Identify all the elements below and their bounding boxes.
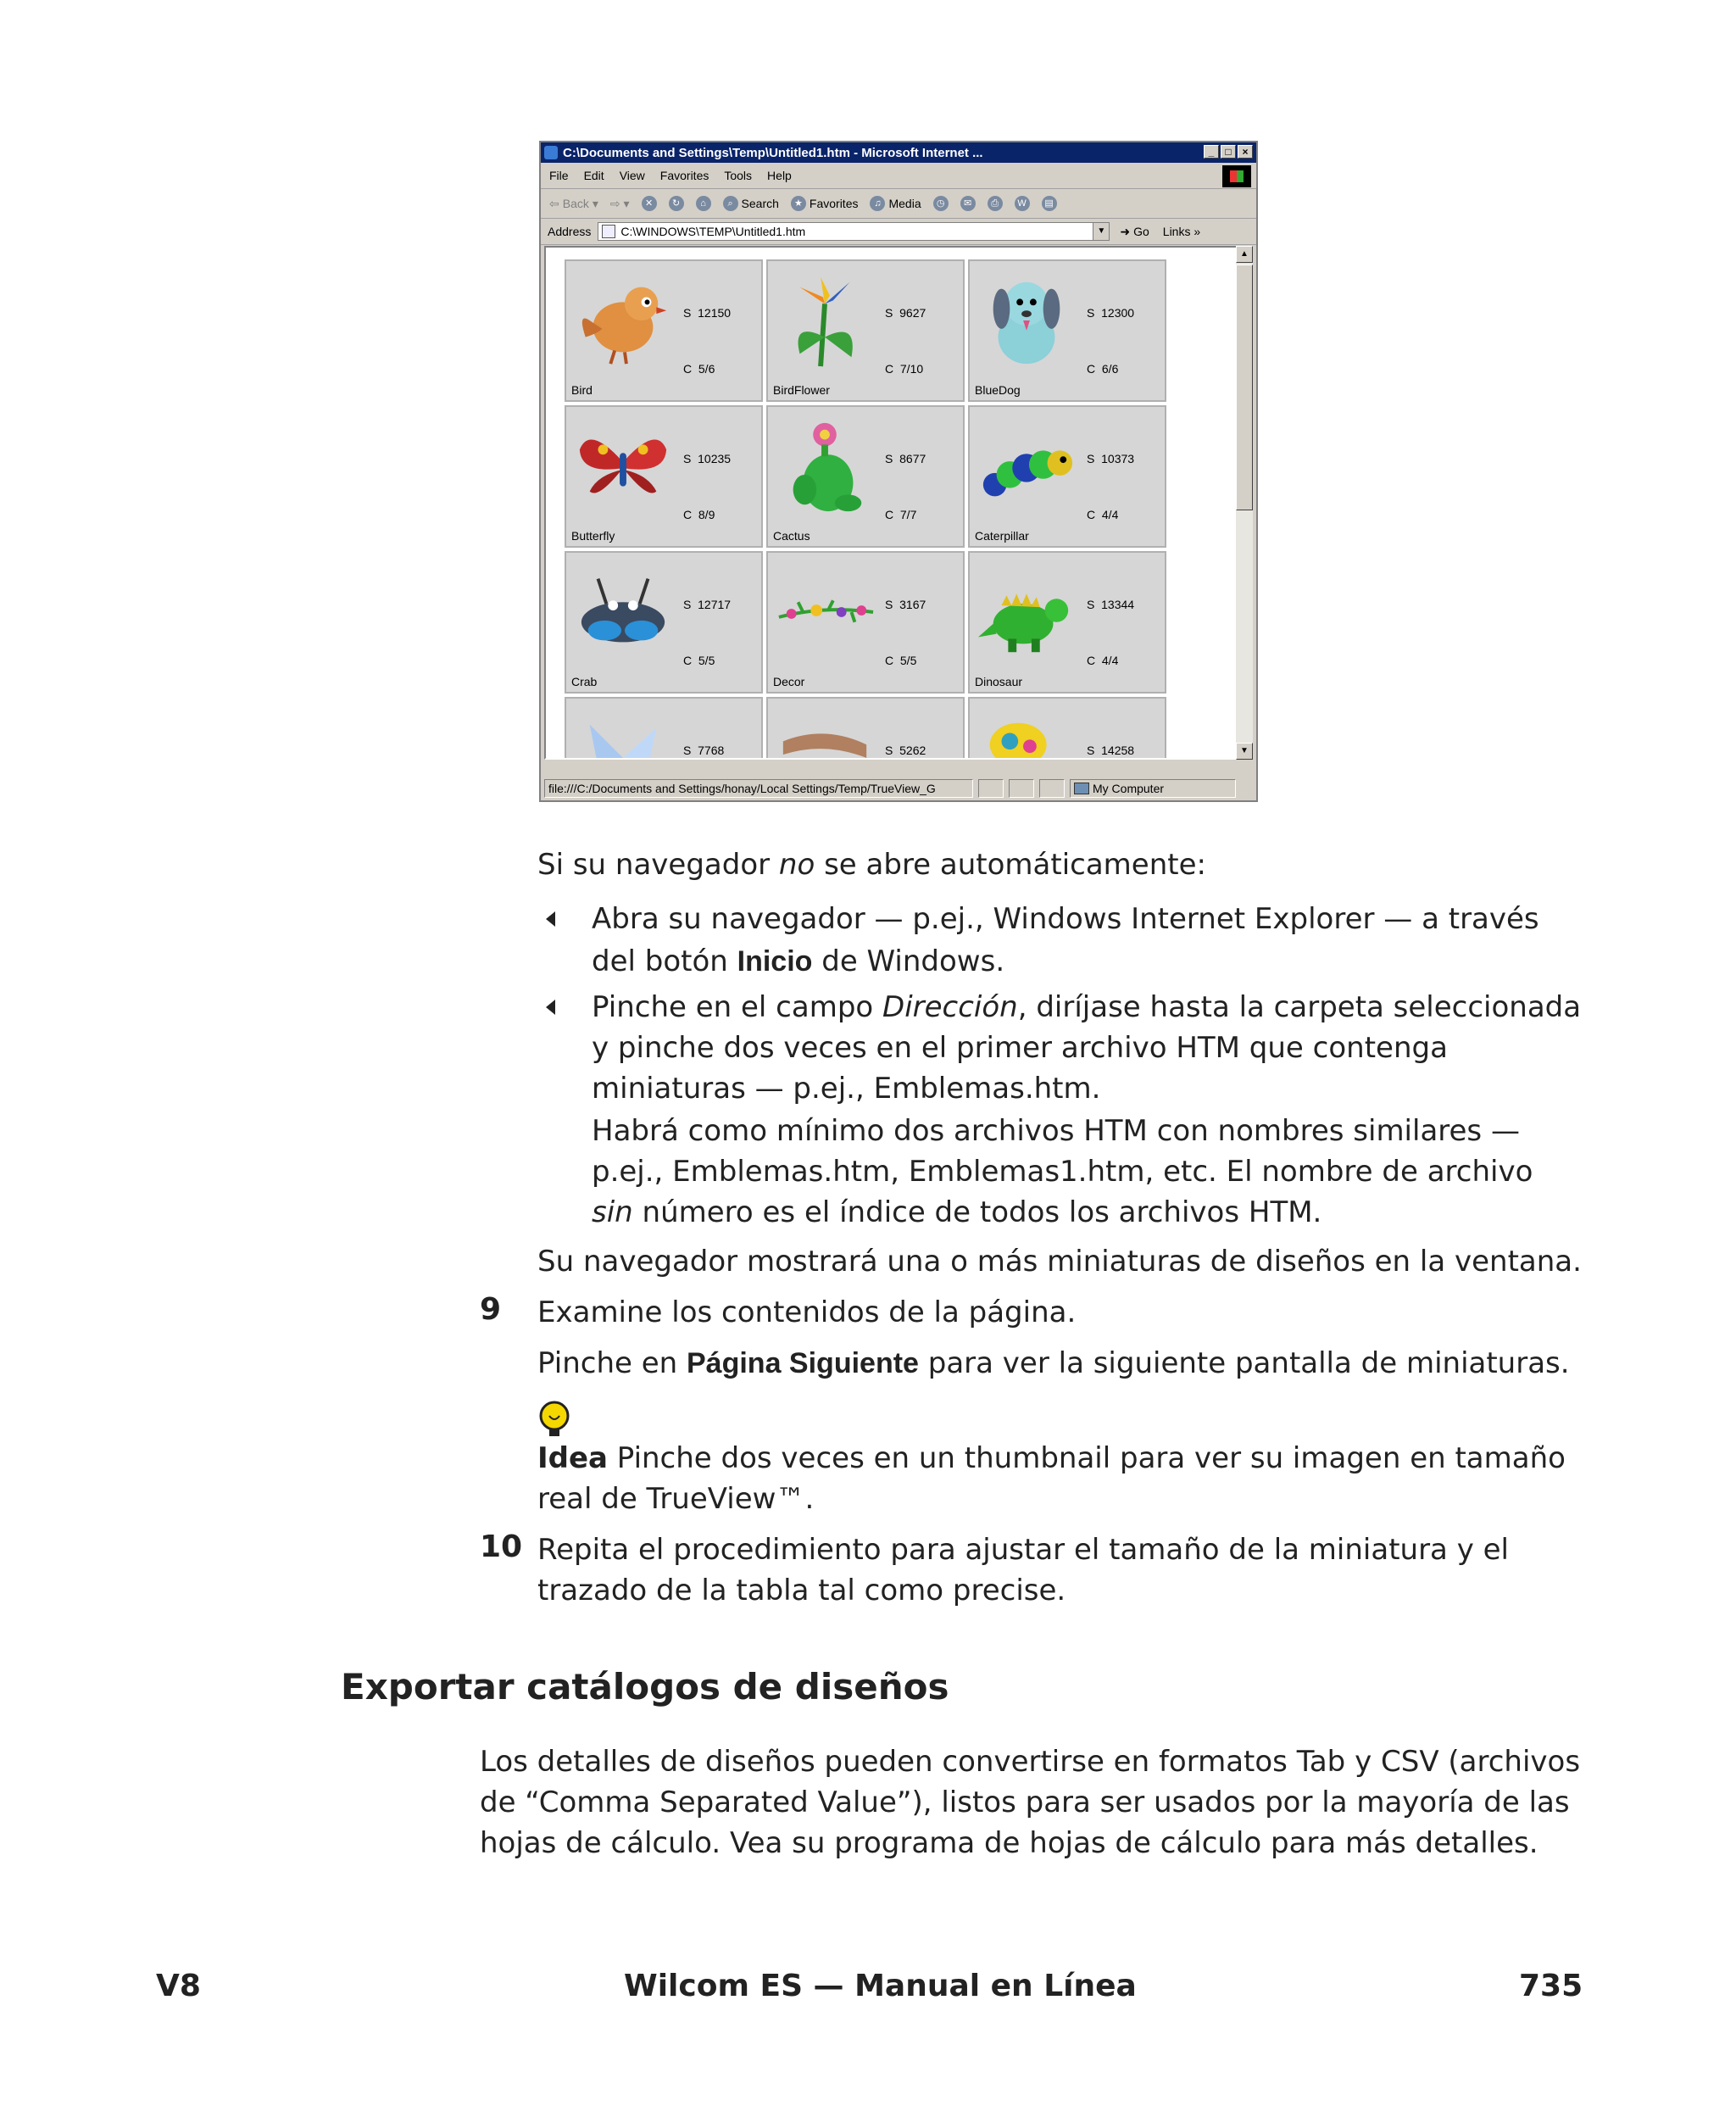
dinosaur-thumbnail: [976, 561, 1077, 663]
thumbnail-name: Bird: [571, 383, 593, 397]
thumbnail-name: Caterpillar: [975, 529, 1029, 543]
history-icon[interactable]: ◷: [933, 196, 949, 211]
thumbnail-name: BirdFlower: [773, 383, 830, 397]
title-bar: [541, 142, 1256, 163]
thumbnail-cell[interactable]: [565, 405, 763, 548]
media-button[interactable]: ♫ Media: [870, 196, 921, 211]
address-input[interactable]: [598, 222, 1110, 241]
favorites-button[interactable]: ★ Favorites: [791, 196, 859, 211]
step-9-detail: Pinche en Página Siguiente para ver la siguiente pantalla de miniaturas.: [537, 1346, 1570, 1380]
cactus-thumbnail: [775, 415, 875, 517]
paragraph-line-1: Los detalles de diseños pueden convertirse en formatos Tab y CSV (archivos: [480, 1745, 1581, 1779]
thumbnail-cell[interactable]: [968, 697, 1166, 760]
footer-version: V8: [156, 1969, 201, 2003]
go-button[interactable]: ➜ Go: [1120, 224, 1149, 238]
paragraph-line-3: hojas de cálculo. Vea su programa de hojas de cálculo para más detalles.: [480, 1826, 1538, 1860]
close-icon[interactable]: ×: [1238, 145, 1253, 159]
bullet-2-line-1: Pinche en el campo Dirección, diríjase hasta la carpeta seleccionada: [592, 990, 1582, 1024]
scroll-thumb[interactable]: [1236, 265, 1253, 510]
address-label: Address: [548, 225, 592, 238]
thumbnail-name: Butterfly: [571, 529, 615, 543]
thumbnail-cell[interactable]: [968, 405, 1166, 548]
thumbnail-name: Cactus: [773, 529, 810, 543]
menu-help[interactable]: Help: [767, 169, 792, 182]
back-arrow-icon: ⇦: [549, 196, 559, 210]
thumbnail-meta: S 12717 C 5/5: [683, 598, 732, 667]
chevron-down-icon[interactable]: ▼: [1093, 223, 1109, 240]
partial-thumbnail: [573, 707, 673, 760]
thumbnail-cell[interactable]: [968, 259, 1166, 402]
page-icon: [602, 225, 615, 238]
minimize-icon[interactable]: _: [1204, 145, 1219, 159]
crab-thumbnail: [573, 561, 673, 663]
links-button[interactable]: Links »: [1162, 225, 1201, 238]
page-content: [544, 246, 1238, 760]
status-panel: [1009, 779, 1034, 798]
discuss-icon[interactable]: ▤: [1042, 196, 1057, 211]
ie-icon: [544, 146, 558, 159]
bullet-arrow-icon: [546, 911, 555, 927]
bullet-arrow-icon: [546, 1000, 555, 1015]
print-icon[interactable]: ⎙: [988, 196, 1003, 211]
footer-page-number: 735: [1519, 1969, 1583, 2003]
thumbnail-meta: S 12150 C 5/6: [683, 306, 732, 376]
thumbnail-meta: S 3167 C 5/5: [885, 598, 926, 667]
thumbnail-meta: S 9627 C 7/10: [885, 306, 926, 376]
menu-bar: [541, 163, 1256, 189]
bullet-2-line-2: y pinche dos veces en el primer archivo HTM que contenga: [592, 1031, 1448, 1065]
computer-icon: [1074, 783, 1089, 794]
thumbnail-meta: S 14258: [1087, 744, 1135, 757]
menu-favorites[interactable]: Favorites: [659, 169, 709, 182]
bird-thumbnail: [573, 270, 673, 371]
thumbnail-name: Crab: [571, 675, 598, 688]
step-number: 10: [480, 1529, 523, 1564]
window-title: C:\Documents and Settings\Temp\Untitled1.htm - Microsoft Internet ...: [563, 145, 983, 160]
thumbnail-name: Dinosaur: [975, 675, 1023, 688]
bullet-2-line-5: p.ej., Emblemas.htm, Emblemas1.htm, etc. El nombre de archivo: [592, 1155, 1533, 1189]
menu-file[interactable]: File: [549, 169, 569, 182]
partial-thumbnail: [775, 707, 875, 760]
thumbnail-meta: S 10373 C 4/4: [1087, 452, 1135, 521]
bullet-2-line-3: miniaturas — p.ej., Emblemas.htm.: [592, 1072, 1101, 1106]
thumbnail-cell[interactable]: [565, 551, 763, 694]
scroll-down-icon[interactable]: ▼: [1236, 743, 1253, 760]
step-10-line-1: Repita el procedimiento para ajustar el tamaño de la miniatura y el: [537, 1533, 1509, 1567]
vertical-scrollbar[interactable]: [1236, 246, 1253, 760]
stop-icon[interactable]: ✕: [642, 196, 657, 211]
birdflower-thumbnail: [775, 270, 875, 371]
thumbnail-name: BlueDog: [975, 383, 1021, 397]
search-icon: ⌕: [723, 196, 738, 211]
status-panel: [1039, 779, 1065, 798]
thumbnail-name: Decor: [773, 675, 805, 688]
decor-thumbnail: [775, 561, 875, 663]
partial-thumbnail: [976, 707, 1077, 760]
windows-logo-icon: [1222, 165, 1251, 187]
intro-line: Si su navegador no se abre automáticamente:: [537, 848, 1206, 882]
paragraph-line-2: de “Comma Separated Value”), listos para ser usados por la mayoría de las: [480, 1786, 1570, 1819]
caterpillar-thumbnail: [976, 415, 1077, 517]
search-button[interactable]: ⌕ Search: [723, 196, 779, 211]
bluedog-thumbnail: [976, 270, 1077, 371]
thumbnail-cell[interactable]: [766, 697, 965, 760]
status-zone: My Computer: [1070, 779, 1236, 798]
thumbnail-cell[interactable]: [565, 697, 763, 760]
thumbnail-meta: S 13344 C 4/4: [1087, 598, 1135, 667]
address-value: C:\WINDOWS\TEMP\Untitled1.htm: [620, 225, 806, 238]
browser-window: [539, 141, 1258, 802]
thumbnail-grid: [563, 258, 1168, 760]
step-number: 9: [480, 1292, 502, 1327]
thumbnail-cell[interactable]: [565, 259, 763, 402]
media-icon: ♫: [870, 196, 885, 211]
maximize-icon[interactable]: □: [1221, 145, 1236, 159]
scroll-up-icon[interactable]: ▲: [1236, 246, 1253, 263]
go-arrow-icon: ➜: [1120, 224, 1131, 238]
menu-tools[interactable]: Tools: [724, 169, 753, 182]
favorites-icon: ★: [791, 196, 806, 211]
bullet-1-line-2: del botón Inicio de Windows.: [592, 944, 1005, 978]
status-panel: [978, 779, 1004, 798]
back-button[interactable]: ⇦ Back ▾: [549, 196, 598, 210]
lightbulb-icon: [537, 1401, 571, 1438]
thumbnail-meta: S 7768: [683, 744, 725, 757]
address-bar: [541, 219, 1256, 245]
butterfly-thumbnail: [573, 415, 673, 517]
thumbnail-cell[interactable]: [766, 405, 965, 548]
home-icon[interactable]: ⌂: [696, 196, 711, 211]
idea-line-1: Idea Pinche dos veces en un thumbnail para ver su imagen en tamaño: [537, 1441, 1566, 1475]
thumbnail-cell[interactable]: [766, 551, 965, 694]
bullet-1-line-1: Abra su navegador — p.ej., Windows Internet Explorer — a través: [592, 902, 1539, 936]
step-9-text: Examine los contenidos de la página.: [537, 1295, 1077, 1329]
status-path: file:///C:/Documents and Settings/honay/Local Settings/Temp/TrueView_G: [544, 779, 973, 798]
bullet-2-line-6: sin número es el índice de todos los archivos HTM.: [592, 1195, 1322, 1229]
forward-button[interactable]: ⇨ ▾: [609, 196, 630, 210]
thumbnail-meta: S 8677 C 7/7: [885, 452, 926, 521]
menu-edit[interactable]: Edit: [583, 169, 604, 182]
idea-line-2: real de TrueView™.: [537, 1482, 815, 1516]
bullet-2-line-4: Habrá como mínimo dos archivos HTM con nombres similares —: [592, 1114, 1520, 1148]
section-heading: Exportar catálogos de diseños: [341, 1666, 949, 1708]
status-bar: [544, 778, 1253, 799]
thumbnail-cell[interactable]: [968, 551, 1166, 694]
thumbnail-meta: S 12300 C 6/6: [1087, 306, 1135, 376]
refresh-icon[interactable]: ↻: [669, 196, 684, 211]
thumbnail-meta: S 5262: [885, 744, 926, 757]
mail-icon[interactable]: ✉: [960, 196, 976, 211]
edit-icon[interactable]: W: [1015, 196, 1030, 211]
step-10-line-2: trazado de la tabla tal como precise.: [537, 1574, 1066, 1607]
toolbar: [541, 189, 1256, 219]
thumbnail-meta: S 10235 C 8/9: [683, 452, 732, 521]
menu-view[interactable]: View: [619, 169, 645, 182]
footer-title: Wilcom ES — Manual en Línea: [624, 1969, 1137, 2003]
thumbnail-cell[interactable]: [766, 259, 965, 402]
result-line: Su navegador mostrará una o más miniaturas de diseños en la ventana.: [537, 1245, 1582, 1279]
